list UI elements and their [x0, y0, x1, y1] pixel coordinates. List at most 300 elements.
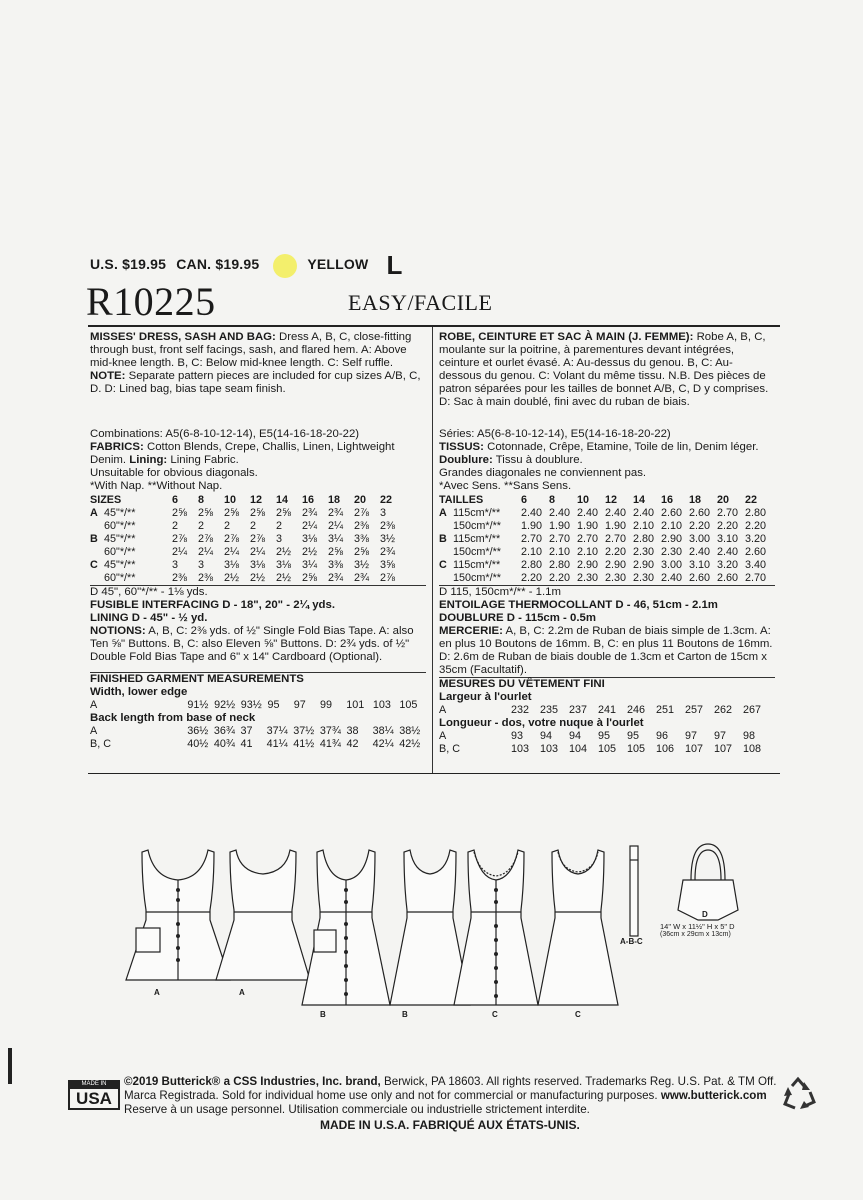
table-row: [90, 507, 406, 520]
price-bar: [90, 250, 409, 281]
measure-cell: 95: [598, 730, 611, 742]
size-cell: 18: [689, 494, 702, 506]
amount-cell: 2: [172, 520, 179, 532]
width-cell: 150cm*/**: [453, 546, 502, 558]
color-dot-icon: [273, 254, 297, 278]
width-table-en: [90, 699, 426, 712]
bag-label: D: [702, 910, 708, 919]
yardage-rows: [90, 507, 406, 585]
amount-cell: 2¼: [250, 546, 266, 558]
view-cell: [439, 572, 453, 585]
amount-cell: 2⅞: [354, 507, 370, 519]
nap-note-fr: *Avec Sens. **Sans Sens.: [439, 480, 572, 492]
width-cell: 150cm*/**: [453, 572, 502, 584]
sizes-label: SIZES: [90, 494, 122, 506]
mercerie: [439, 625, 775, 677]
amount-cell: 2½: [276, 572, 292, 584]
view-cell: [439, 520, 453, 533]
view-cell: A: [90, 507, 98, 519]
amount-cell: 2.40: [549, 507, 571, 519]
note-text: Separate pattern pieces are included for cup sizes A/B, C, D. D: Lined bag, bias tape seam finish.: [90, 370, 421, 395]
dress-a-front-drawing: [126, 850, 230, 980]
amount-cell: 2.60: [689, 507, 711, 519]
view-cell: [90, 572, 104, 585]
amount-cell: 1.90: [605, 520, 627, 532]
amount-cell: 2.20: [521, 572, 543, 584]
measure-cell: 237: [569, 704, 588, 716]
fabrics-label: FABRICS:: [90, 441, 144, 453]
table-row: [90, 533, 406, 546]
amount-cell: 2.20: [717, 520, 739, 532]
amount-cell: 3⅛: [250, 559, 266, 571]
amount-cell: 2⅞: [172, 533, 188, 545]
amount-cell: 2¾: [380, 546, 396, 558]
measure-cell: 95: [267, 699, 280, 711]
measure-cell: 105: [399, 699, 418, 711]
amount-cell: 2.10: [577, 546, 599, 558]
view-cell: A: [439, 507, 447, 519]
measure-cell: 93½: [240, 699, 262, 711]
drawing-label: B: [402, 1010, 408, 1019]
amount-cell: 2⅝: [172, 507, 188, 519]
lining-d: LINING D - 45" - ½ yd.: [90, 612, 208, 624]
width-cell: 45"*/**: [104, 533, 136, 545]
amount-cell: 2.70: [549, 533, 571, 545]
description-fr: [439, 331, 775, 409]
table-row: [439, 730, 772, 743]
amount-cell: 2.60: [717, 572, 739, 584]
usa-logo-bottom: USA: [68, 1089, 120, 1110]
size-cell: 12: [605, 494, 618, 506]
amount-cell: 3⅜: [328, 559, 344, 571]
amount-cell: 2½: [302, 546, 318, 558]
column-divider: [432, 327, 433, 773]
amount-cell: 2.10: [661, 520, 683, 532]
size-letter: L: [386, 250, 403, 280]
amount-cell: 2.40: [577, 507, 599, 519]
edge-mark: [8, 1048, 12, 1084]
measure-cell: 235: [540, 704, 559, 716]
doublure-text: Tissu à doublure.: [495, 454, 583, 466]
measure-cell: 97: [293, 699, 306, 711]
amount-cell: 2¼: [302, 520, 318, 532]
view-cell: A: [439, 730, 447, 742]
amount-cell: 3.20: [717, 559, 739, 571]
amount-cell: 2⅝: [302, 572, 318, 584]
table-row: [439, 572, 773, 585]
amount-cell: 2.30: [577, 572, 599, 584]
back-title: Back length from base of neck: [90, 712, 256, 724]
amount-cell: 2.40: [521, 507, 543, 519]
amount-cell: 2.60: [689, 572, 711, 584]
can-price: CAN. $19.95: [176, 256, 260, 273]
measure-cell: 241: [598, 704, 617, 716]
measure-cell: 92½: [214, 699, 236, 711]
amount-cell: 2.70: [605, 533, 627, 545]
table-row: [90, 738, 426, 751]
amount-cell: 2: [276, 520, 283, 532]
amount-cell: 2¼: [172, 546, 188, 558]
measure-cell: 99: [320, 699, 333, 711]
unsuitable: Unsuitable for obvious diagonals.: [90, 467, 258, 479]
view-cell: C: [90, 559, 98, 571]
amount-cell: 2¼: [328, 520, 344, 532]
measure-cell: 40¾: [213, 738, 235, 750]
amount-cell: 2⅞: [224, 533, 240, 545]
yardage-table-fr: [439, 494, 773, 585]
measure-cell: 91½: [187, 699, 209, 711]
dress-c-front-drawing: [454, 850, 538, 1005]
amount-cell: 3.00: [689, 533, 711, 545]
desc-text-fr: Robe A, B, C, moulante sur la poitrine, à parementures devant intégrées, ceinture et ourlet évasé. A: Au-dessus du genou. B, C: Au-dessous du genou. C: Volant du même tissu. N.B. Des pièces de patron séparées pour les tailles de bonnet A/B, C, D y comprises. D: Sac à main doublé, fini avec du ruban de biais.: [439, 331, 769, 408]
sash-drawing: [630, 846, 638, 936]
view-cell: A: [90, 699, 98, 711]
measure-cell: 38½: [399, 725, 421, 737]
diag-note: Grandes diagonales ne conviennent pas.: [439, 467, 647, 479]
width-cell: 60"*/**: [104, 572, 136, 584]
amount-cell: 3½: [354, 559, 370, 571]
measure-cell: 36½: [187, 725, 209, 737]
view-cell: [90, 546, 104, 559]
website-link[interactable]: www.butterick.com: [660, 1089, 767, 1102]
amount-cell: 2.70: [577, 533, 599, 545]
amount-cell: 2.80: [745, 507, 767, 519]
back-table-fr: [439, 730, 772, 756]
french-column: [439, 331, 775, 756]
reserve-text: Reserve à un usage personnel. Utilisation commerciale ou industrielle strictement interdite.: [124, 1103, 590, 1116]
measure-cell: 36¾: [213, 725, 235, 737]
mercerie-label: MERCERIE:: [439, 625, 503, 637]
drawing-label: B: [320, 1010, 326, 1019]
amount-cell: 2¾: [328, 507, 344, 519]
measure-cell: 41¾: [319, 738, 341, 750]
amount-cell: 1.90: [577, 520, 599, 532]
combinations: Combinations: A5(6-8-10-12-14), E5(14-16-18-20-22): [90, 428, 360, 440]
measure-cell: 104: [569, 743, 588, 755]
desc-title-fr: ROBE, CEINTURE ET SAC À MAIN (J. FEMME):: [439, 331, 694, 343]
size-cell: 6: [172, 494, 179, 506]
measure-cell: 37½: [293, 725, 315, 737]
table-row: [439, 559, 773, 572]
difficulty-label: EASY/FACILE: [348, 290, 493, 315]
color-label: YELLOW: [307, 256, 369, 273]
view-cell: C: [439, 559, 447, 571]
amount-cell: 2.70: [521, 533, 543, 545]
measure-cell: 40½: [187, 738, 209, 750]
size-cell: 8: [198, 494, 205, 506]
fabrics: [90, 441, 426, 467]
amount-cell: 2.80: [549, 559, 571, 571]
amount-cell: 2: [224, 520, 231, 532]
drawing-label: A: [154, 988, 160, 997]
made-in-usa-logo: [68, 1080, 120, 1112]
back-title-fr: Longueur - dos, votre nuque à l'ourlet: [439, 717, 644, 729]
amount-cell: 2.60: [661, 507, 683, 519]
doublure-d: DOUBLURE D - 115cm - 0.5m: [439, 612, 596, 624]
sizes-row: [90, 494, 406, 507]
width-cell: 115cm*/**: [453, 559, 501, 571]
nap-note: *With Nap. **Without Nap.: [90, 480, 223, 492]
bag-dimensions: 14" W x 11½" H x 5" D: [660, 922, 735, 931]
amount-cell: 2.30: [605, 572, 627, 584]
amount-cell: 2.20: [689, 520, 711, 532]
width-cell: 60"*/**: [104, 520, 136, 532]
measure-cell: 94: [569, 730, 582, 742]
amount-cell: 1.90: [549, 520, 571, 532]
amount-cell: 2⅜: [198, 572, 214, 584]
doublure-label: Doublure:: [439, 454, 493, 466]
amount-cell: 2⅜: [172, 572, 188, 584]
measure-cell: 97: [714, 730, 727, 742]
amount-cell: 3⅝: [380, 559, 396, 571]
size-cell: 18: [328, 494, 341, 506]
measure-cell: 246: [627, 704, 646, 716]
amount-cell: 3.00: [661, 559, 683, 571]
width-cell: 60"*/**: [104, 546, 136, 558]
view-cell: B, C: [90, 738, 111, 750]
size-cell: 20: [717, 494, 730, 506]
size-cell: 10: [224, 494, 237, 506]
mercerie-text: A, B, C: 2.2m de Ruban de biais simple de 1.3cm. A: en plus 10 Boutons de 16mm. B, C: en plus 11 Boutons de 16mm. D: 2.6m de Ruban de biais double de 1.3cm et Carton de 15cm x 35cm (Facultatif).: [439, 625, 773, 676]
measure-cell: 95: [627, 730, 640, 742]
measure-cell: 42: [346, 738, 359, 750]
amount-cell: 3: [172, 559, 179, 571]
table-row: [439, 520, 773, 533]
view-cell: B: [439, 533, 447, 545]
amount-cell: 2⅞: [380, 572, 396, 584]
measure-cell: 103: [372, 699, 391, 711]
width-cell: 150cm*/**: [453, 520, 502, 532]
view-cell: [439, 546, 453, 559]
table-row: [90, 725, 426, 738]
d-metrage: D 115, 150cm*/** - 1.1m: [439, 586, 561, 598]
width-table-fr: [439, 704, 772, 717]
doublure: [439, 454, 775, 467]
amount-cell: 2.30: [661, 546, 683, 558]
amount-cell: 2⅜: [354, 520, 370, 532]
amount-cell: 2⅜: [380, 520, 396, 532]
amount-cell: 2.90: [661, 533, 683, 545]
pattern-number: R10225: [86, 279, 216, 324]
recycle-icon: [780, 1076, 818, 1112]
table-row: [439, 743, 772, 756]
amount-cell: 2.70: [717, 507, 739, 519]
measure-cell: 101: [346, 699, 365, 711]
drawing-label: C: [575, 1010, 581, 1019]
amount-cell: 2.70: [745, 572, 767, 584]
interfacing: FUSIBLE INTERFACING D - 18", 20" - 2¼ yds.: [90, 599, 335, 611]
amount-cell: 2½: [224, 572, 240, 584]
amount-cell: 3.10: [689, 559, 711, 571]
amount-cell: 2.90: [577, 559, 599, 571]
width-title: Width, lower edge: [90, 686, 188, 698]
amount-cell: 2⅝: [224, 507, 240, 519]
amount-cell: 3¼: [302, 559, 318, 571]
amount-cell: 2.80: [521, 559, 543, 571]
measure-cell: 93: [511, 730, 524, 742]
measure-cell: 41½: [293, 738, 315, 750]
note-label: NOTE:: [90, 370, 126, 382]
amount-cell: 2¾: [302, 507, 318, 519]
width-cell: 45"*/**: [104, 559, 136, 571]
amount-cell: 3: [380, 507, 387, 519]
tissus-label: TISSUS:: [439, 441, 484, 453]
size-cell: 22: [745, 494, 758, 506]
view-cell: B: [90, 533, 98, 545]
amount-cell: 3½: [380, 533, 396, 545]
amount-cell: 2.10: [549, 546, 571, 558]
drawing-label: C: [492, 1010, 498, 1019]
view-cell: A: [90, 725, 98, 737]
measure-cell: 37¼: [266, 725, 288, 737]
size-cell: 22: [380, 494, 393, 506]
amount-cell: 2.20: [745, 520, 767, 532]
width-title-fr: Largeur à l'ourlet: [439, 691, 532, 703]
amount-cell: 2⅞: [250, 533, 266, 545]
lining-label: Lining:: [129, 454, 168, 466]
amount-cell: 2.20: [605, 546, 627, 558]
measure-cell: 37¾: [319, 725, 341, 737]
measure-cell: 37: [240, 725, 253, 737]
measure-cell: 41: [240, 738, 253, 750]
amount-cell: 3⅛: [276, 559, 292, 571]
amount-cell: 2⅝: [354, 546, 370, 558]
size-cell: 16: [661, 494, 674, 506]
usa-logo-top: MADE IN: [68, 1080, 120, 1089]
amount-cell: 2.90: [605, 559, 627, 571]
measure-cell: 97: [685, 730, 698, 742]
amount-cell: 2.40: [633, 507, 655, 519]
yardage-rows-fr: [439, 507, 773, 585]
copyright-block: [124, 1075, 784, 1117]
size-cell: 14: [633, 494, 646, 506]
amount-cell: 2.90: [633, 559, 655, 571]
bag-drawing: [678, 844, 738, 920]
desc-title: MISSES' DRESS, SASH AND BAG:: [90, 331, 276, 343]
width-cell: 45"*/**: [104, 507, 136, 519]
desc-text: Dress A, B, C, close-fitting through bust, front self facings, sash, and flared hem. A: Above mid-knee length. B, C: Below mid-knee length. C: Self ruffle.: [90, 331, 412, 369]
notions-text: A, B, C: 2⅜ yds. of ½" Single Fold Bias Tape. A: also Ten ⅝" Buttons. B, C: also Eleven ⅝" Buttons. D: 2¾ yds. of ½" Double Fold Bias Tape and 6" x 14" Cardboard (Optional).: [90, 625, 414, 663]
amount-cell: 2.10: [633, 520, 655, 532]
entoilage: ENTOILAGE THERMOCOLLANT D - 46, 51cm - 2.1m: [439, 599, 718, 611]
measure-cell: 105: [598, 743, 617, 755]
table-row: [439, 546, 773, 559]
measure-cell: 105: [627, 743, 646, 755]
yardage-table-en: [90, 494, 406, 585]
view-cell: [90, 520, 104, 533]
measure-cell: 94: [540, 730, 553, 742]
measure-cell: 103: [540, 743, 559, 755]
sash-label: A-B-C: [620, 937, 643, 946]
amount-cell: 2.40: [689, 546, 711, 558]
measure-cell: 42½: [399, 738, 421, 750]
amount-cell: 3.40: [745, 559, 767, 571]
size-cell: 10: [577, 494, 590, 506]
amount-cell: 2.20: [549, 572, 571, 584]
description: [90, 331, 426, 396]
amount-cell: 2½: [250, 572, 266, 584]
amount-cell: 2⅝: [250, 507, 266, 519]
view-cell: A: [439, 704, 447, 716]
amount-cell: 3.10: [717, 533, 739, 545]
english-column: [90, 331, 426, 751]
dress-b-front-drawing: [302, 850, 390, 1005]
amount-cell: 3: [276, 533, 283, 545]
size-cell: 12: [250, 494, 263, 506]
amount-cell: 2⅝: [276, 507, 292, 519]
measure-cell: 108: [743, 743, 762, 755]
measure-cell: 262: [714, 704, 733, 716]
bottom-rule: [88, 773, 780, 774]
measure-cell: 107: [714, 743, 733, 755]
series: Séries: A5(6-8-10-12-14), E5(14-16-18-20-22): [439, 428, 671, 440]
dress-a-back-drawing: [216, 850, 310, 980]
d-yardage: D 45", 60"*/** - 1⅛ yds.: [90, 586, 208, 598]
made-in-line: MADE IN U.S.A. FABRIQUÉ AUX ÉTATS-UNIS.: [320, 1118, 580, 1132]
amount-cell: 3¼: [328, 533, 344, 545]
amount-cell: 2½: [276, 546, 292, 558]
table-row: [439, 507, 773, 520]
amount-cell: 2.10: [521, 546, 543, 558]
amount-cell: 2⅞: [198, 533, 214, 545]
top-rule: [88, 325, 780, 327]
amount-cell: 1.90: [521, 520, 543, 532]
amount-cell: 2.30: [633, 572, 655, 584]
amount-cell: 2.40: [717, 546, 739, 558]
table-row: [90, 699, 426, 712]
size-cell: 14: [276, 494, 289, 506]
table-row: [439, 533, 773, 546]
amount-cell: 2.40: [661, 572, 683, 584]
width-cell: 115cm*/**: [453, 507, 501, 519]
measure-cell: 107: [685, 743, 704, 755]
tailles-row: [439, 494, 773, 507]
measure-cell: 41¼: [266, 738, 288, 750]
measure-cell: 98: [743, 730, 756, 742]
dress-c-back-drawing: [538, 850, 618, 1005]
measure-cell: 96: [656, 730, 669, 742]
amount-cell: 3.20: [745, 533, 767, 545]
fabrics-text: Cotton Blends, Crepe, Challis, Linen, Lightweight Denim.: [90, 441, 395, 466]
amount-cell: 2.60: [745, 546, 767, 558]
table-row: [90, 559, 406, 572]
size-cell: 20: [354, 494, 367, 506]
measure-cell: 267: [743, 704, 762, 716]
size-cell: 6: [521, 494, 528, 506]
measure-cell: 251: [656, 704, 675, 716]
amount-cell: 2.80: [633, 533, 655, 545]
measure-cell: 232: [511, 704, 530, 716]
table-row: [90, 520, 406, 533]
tissus: [439, 441, 775, 454]
amount-cell: 2¼: [198, 546, 214, 558]
copyright-text: Berwick, PA 18603. All rights reserved. Trademarks Reg. U.S. Pat. & TM Off. Marca Registrada. Sold for individual home use only and not for commercial or manufacturing purposes.: [124, 1075, 777, 1102]
width-cell: 115cm*/**: [453, 533, 501, 545]
notions: [90, 625, 426, 664]
amount-cell: 2: [198, 520, 205, 532]
size-cell: 8: [549, 494, 556, 506]
measure-cell: 38: [346, 725, 359, 737]
back-table-en: [90, 725, 426, 751]
amount-cell: 2⅝: [328, 546, 344, 558]
bag-dimensions-metric: (36cm x 29cm x 13cm): [660, 931, 731, 938]
tailles-label: TAILLES: [439, 494, 484, 506]
measure-cell: 106: [656, 743, 675, 755]
amount-cell: 3: [198, 559, 205, 571]
amount-cell: 2.30: [633, 546, 655, 558]
fgm-title-fr: MESURES DU VÊTEMENT FINI: [439, 678, 605, 690]
amount-cell: 2¾: [354, 572, 370, 584]
